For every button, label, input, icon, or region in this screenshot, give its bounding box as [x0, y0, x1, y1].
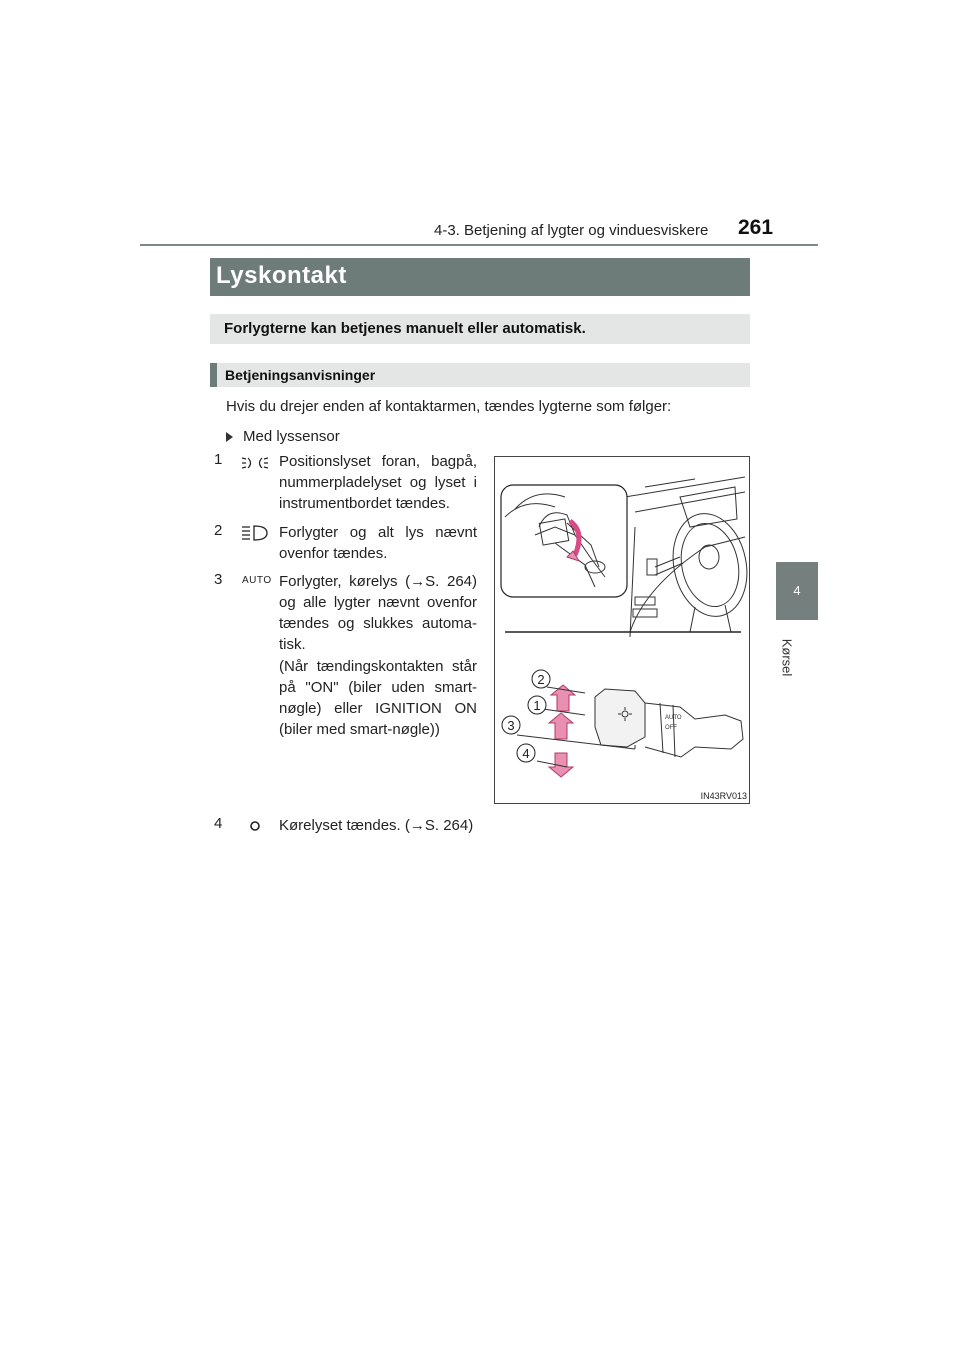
- subsection-heading: Betjeningsanvisninger: [225, 367, 376, 383]
- callout-4: 4: [522, 746, 530, 761]
- chapter-tab: 4: [776, 562, 818, 620]
- svg-text:OFF: OFF: [665, 725, 677, 731]
- running-header-section: 4-3. Betjening af lygter og vinduesviskere: [434, 222, 709, 239]
- item-text-3: Forlygter, kørelys (→S. 264) og alle lygter nævnt ovenfor tændes og slukkes automa-tisk.: [279, 573, 477, 653]
- subsection-heading-bar: [210, 363, 750, 387]
- position-lights-icon: [242, 456, 268, 475]
- condition-line: [226, 428, 340, 445]
- item-text-1: Positionslyset foran, bagpå, nummerpladelyset og lyset i instrumentbordet tændes.: [279, 453, 477, 512]
- item-text-2: Forlygter og alt lys nævnt ovenfor tændes.: [279, 524, 477, 562]
- header-rule: [140, 244, 818, 246]
- callout-3: 3: [507, 718, 515, 733]
- item-number-1: 1: [214, 451, 223, 468]
- item-note-3: (Når tændingskontakten står på "ON" (biler uden smart-nøgle) eller IGNITION ON (biler med smart-nøgle)): [279, 658, 477, 738]
- item-text-4: Kørelyset tændes. (→S. 264): [279, 817, 474, 834]
- daytime-running-light-icon: [248, 818, 262, 837]
- illustration-drawing: [495, 457, 749, 803]
- item-number-2: 2: [214, 522, 223, 539]
- headlight-icon: [242, 525, 268, 546]
- page-number: 261: [738, 216, 774, 239]
- intro-bar: [210, 314, 750, 344]
- chapter-tab-label: [779, 630, 806, 690]
- light-switch-illustration: [494, 456, 750, 804]
- chapter-label-text: Kørsel: [779, 638, 795, 677]
- svg-text:AUTO: AUTO: [665, 715, 682, 721]
- item-number-4: 4: [214, 815, 223, 832]
- page-title-bar: [210, 258, 750, 296]
- triangle-bullet-icon: [226, 432, 233, 442]
- page-title: Lyskontakt: [216, 262, 347, 289]
- auto-mode-label: AUTO: [242, 575, 272, 586]
- callout-2: 2: [537, 672, 545, 687]
- figure-caption: IN43RV013: [700, 791, 747, 801]
- intro-text: Forlygterne kan betjenes manuelt eller automatisk.: [224, 320, 586, 337]
- lead-paragraph: Hvis du drejer enden af kontaktarmen, tændes lygterne som følger:: [226, 398, 672, 415]
- callout-1: 1: [533, 698, 541, 713]
- condition-text: Med lyssensor: [243, 428, 340, 445]
- item-number-3: 3: [214, 571, 223, 588]
